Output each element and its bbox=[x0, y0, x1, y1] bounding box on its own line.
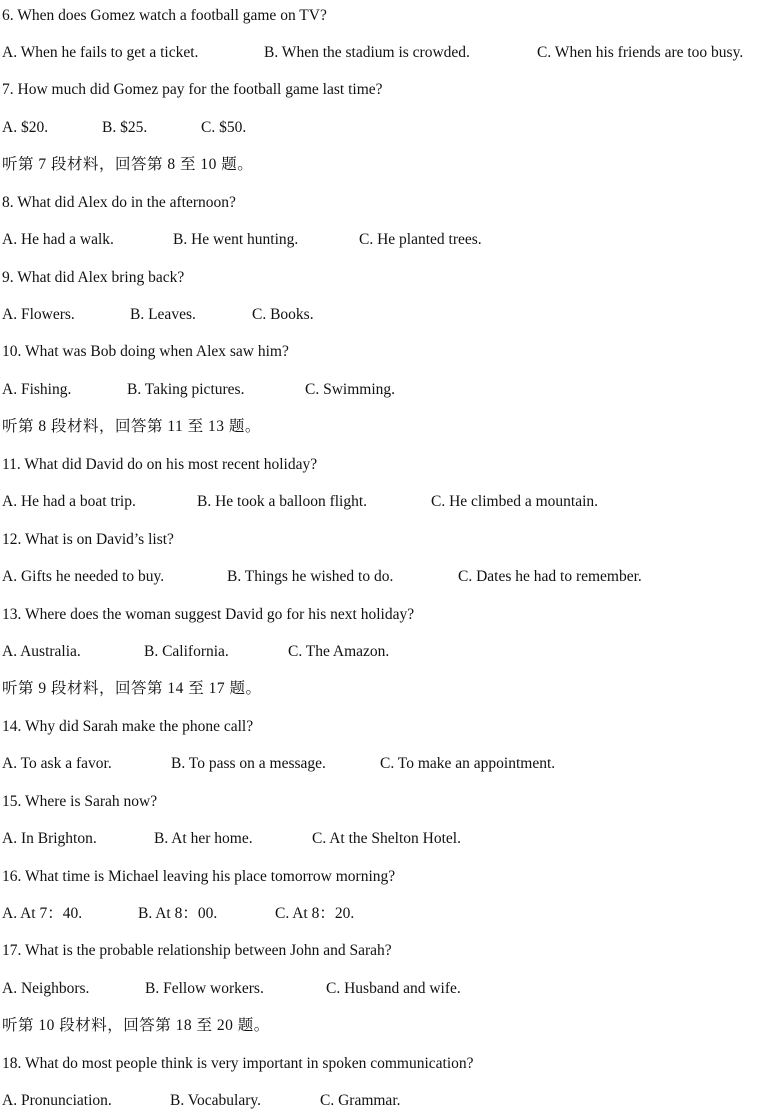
option-b: B. He went hunting. bbox=[173, 231, 299, 248]
option-a: A. He had a walk. bbox=[2, 231, 114, 248]
question-15: 15. Where is Sarah now? bbox=[2, 793, 158, 810]
option-c: C. Swimming. bbox=[305, 381, 396, 398]
option-b: B. Vocabulary. bbox=[170, 1092, 261, 1109]
question-6: 6. When does Gomez watch a football game on TV? bbox=[2, 7, 327, 24]
option-b: B. He took a balloon flight. bbox=[197, 493, 368, 510]
option-c: C. He planted trees. bbox=[359, 231, 482, 248]
option-c: C. When his friends are too busy. bbox=[537, 44, 744, 61]
section-heading-8: 听第 8 段材料，回答第 11 至 13 题。 bbox=[2, 418, 261, 435]
option-a: A. In Brighton. bbox=[2, 830, 97, 847]
option-b: B. To pass on a message. bbox=[171, 755, 326, 772]
option-a: A. When he fails to get a ticket. bbox=[2, 44, 199, 61]
question-13: 13. Where does the woman suggest David go for his next holiday? bbox=[2, 606, 415, 623]
option-c: C. Grammar. bbox=[320, 1092, 401, 1109]
option-a: A. Gifts he needed to buy. bbox=[2, 568, 165, 585]
option-a: A. At 7：40. bbox=[2, 905, 83, 922]
section-heading-9: 听第 9 段材料，回答第 14 至 17 题。 bbox=[2, 680, 262, 697]
option-a: A. Australia. bbox=[2, 643, 81, 660]
option-b: B. At 8：00. bbox=[138, 905, 218, 922]
option-a: A. $20. bbox=[2, 119, 49, 136]
question-11: 11. What did David do on his most recent holiday? bbox=[2, 456, 318, 473]
option-c: C. Husband and wife. bbox=[326, 980, 461, 997]
question-12: 12. What is on David’s list? bbox=[2, 531, 174, 548]
option-c: C. He climbed a mountain. bbox=[431, 493, 599, 510]
section-heading-7: 听第 7 段材料，回答第 8 至 10 题。 bbox=[2, 156, 254, 173]
option-a: A. Pronunciation. bbox=[2, 1092, 112, 1109]
question-8: 8. What did Alex do in the afternoon? bbox=[2, 194, 236, 211]
option-b: B. Fellow workers. bbox=[145, 980, 264, 997]
option-b: B. Taking pictures. bbox=[127, 381, 245, 398]
option-c: C. Books. bbox=[252, 306, 314, 323]
option-a: A. Fishing. bbox=[2, 381, 72, 398]
option-c: C. $50. bbox=[201, 119, 247, 136]
question-16: 16. What time is Michael leaving his place tomorrow morning? bbox=[2, 868, 396, 885]
option-c: C. To make an appointment. bbox=[380, 755, 556, 772]
question-14: 14. Why did Sarah make the phone call? bbox=[2, 718, 254, 735]
option-a: A. Neighbors. bbox=[2, 980, 90, 997]
option-b: B. California. bbox=[144, 643, 229, 660]
option-a: A. He had a boat trip. bbox=[2, 493, 136, 510]
option-a: A. Flowers. bbox=[2, 306, 75, 323]
option-c: C. Dates he had to remember. bbox=[458, 568, 642, 585]
option-c: C. At the Shelton Hotel. bbox=[312, 830, 461, 847]
option-b: B. When the stadium is crowded. bbox=[264, 44, 470, 61]
question-18: 18. What do most people think is very important in spoken communication? bbox=[2, 1055, 474, 1072]
question-9: 9. What did Alex bring back? bbox=[2, 269, 185, 286]
question-17: 17. What is the probable relationship between John and Sarah? bbox=[2, 942, 392, 959]
option-b: B. At her home. bbox=[154, 830, 253, 847]
question-10: 10. What was Bob doing when Alex saw him? bbox=[2, 343, 289, 360]
option-c: C. At 8：20. bbox=[275, 905, 355, 922]
option-b: B. Leaves. bbox=[130, 306, 196, 323]
option-b: B. Things he wished to do. bbox=[227, 568, 394, 585]
question-7: 7. How much did Gomez pay for the football game last time? bbox=[2, 81, 383, 98]
option-a: A. To ask a favor. bbox=[2, 755, 112, 772]
section-heading-10: 听第 10 段材料，回答第 18 至 20 题。 bbox=[2, 1017, 270, 1034]
option-c: C. The Amazon. bbox=[288, 643, 390, 660]
option-b: B. $25. bbox=[102, 119, 148, 136]
